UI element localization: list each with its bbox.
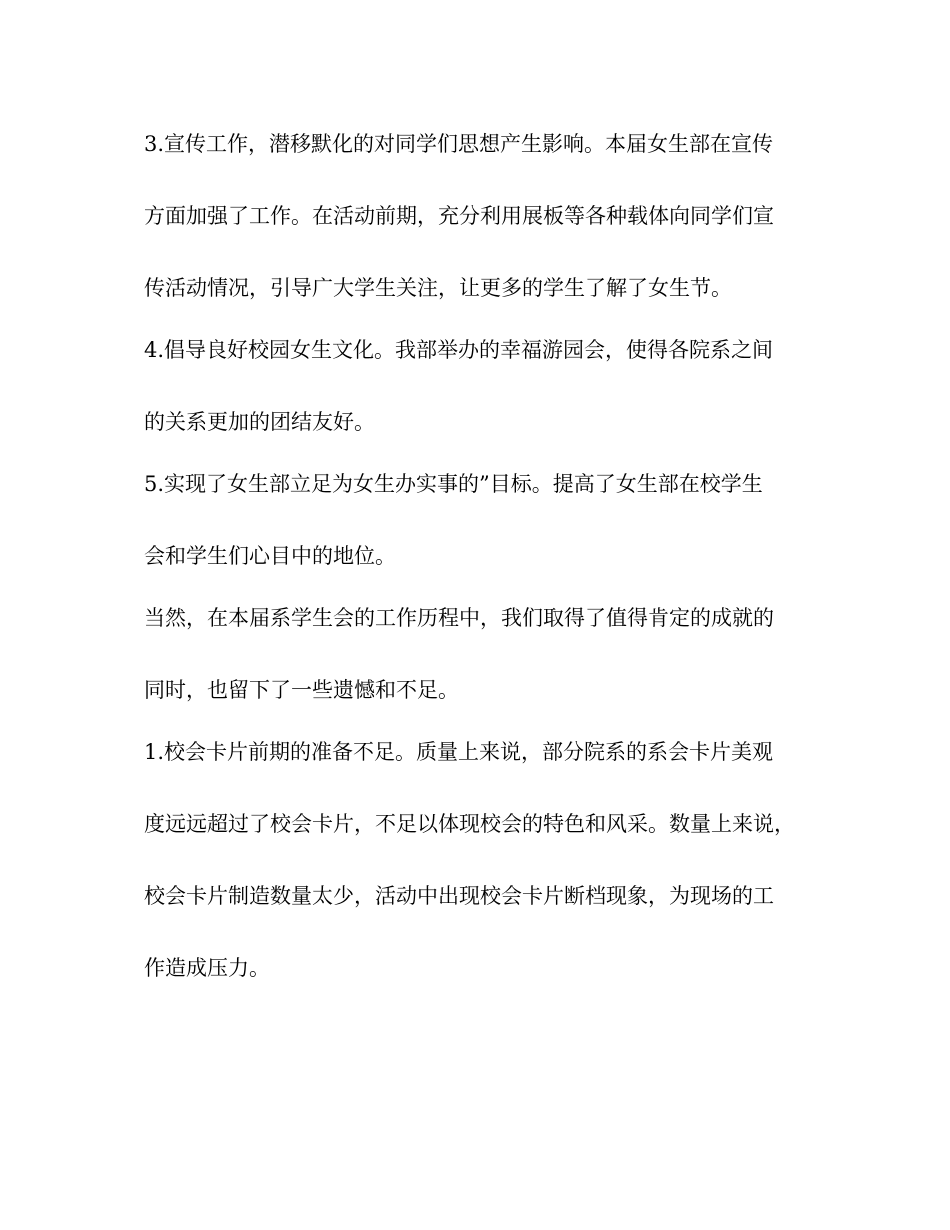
paragraph-line: 当然，在本届系学生会的工作历程中，我们取得了值得肯定的成就的 — [144, 606, 774, 630]
paragraph-line: 5.实现了女生部立足为女生办实事的”目标。提高了女生部在校学生 — [144, 472, 763, 496]
paragraph-line: 传活动情况，引导广大学生关注，让更多的学生了解了女生节。 — [144, 276, 732, 300]
paragraph-line: 1.校会卡片前期的准备不足。质量上来说，部分院系的系会卡片美观 — [144, 740, 774, 764]
paragraph-line: 会和学生们心目中的地位。 — [144, 544, 396, 568]
paragraph-line: 4.倡导良好校园女生文化。我部举办的幸福游园会，使得各院系之间 — [144, 338, 774, 362]
paragraph-line: 方面加强了工作。在活动前期，充分利用展板等各种载体向同学们宣 — [144, 204, 774, 228]
paragraph-line: 同时，也留下了一些遗憾和不足。 — [144, 678, 459, 702]
paragraph-line: 3.宣传工作，潜移默化的对同学们思想产生影响。本届女生部在宣传 — [144, 132, 774, 156]
paragraph-line: 校会卡片制造数量太少，活动中出现校会卡片断档现象，为现场的工 — [144, 884, 774, 908]
paragraph-line: 作造成压力。 — [144, 956, 270, 980]
paragraph-line: 度远远超过了校会卡片，不足以体现校会的特色和风采。数量上来说， — [144, 812, 795, 836]
paragraph-line: 的关系更加的团结友好。 — [144, 410, 375, 434]
